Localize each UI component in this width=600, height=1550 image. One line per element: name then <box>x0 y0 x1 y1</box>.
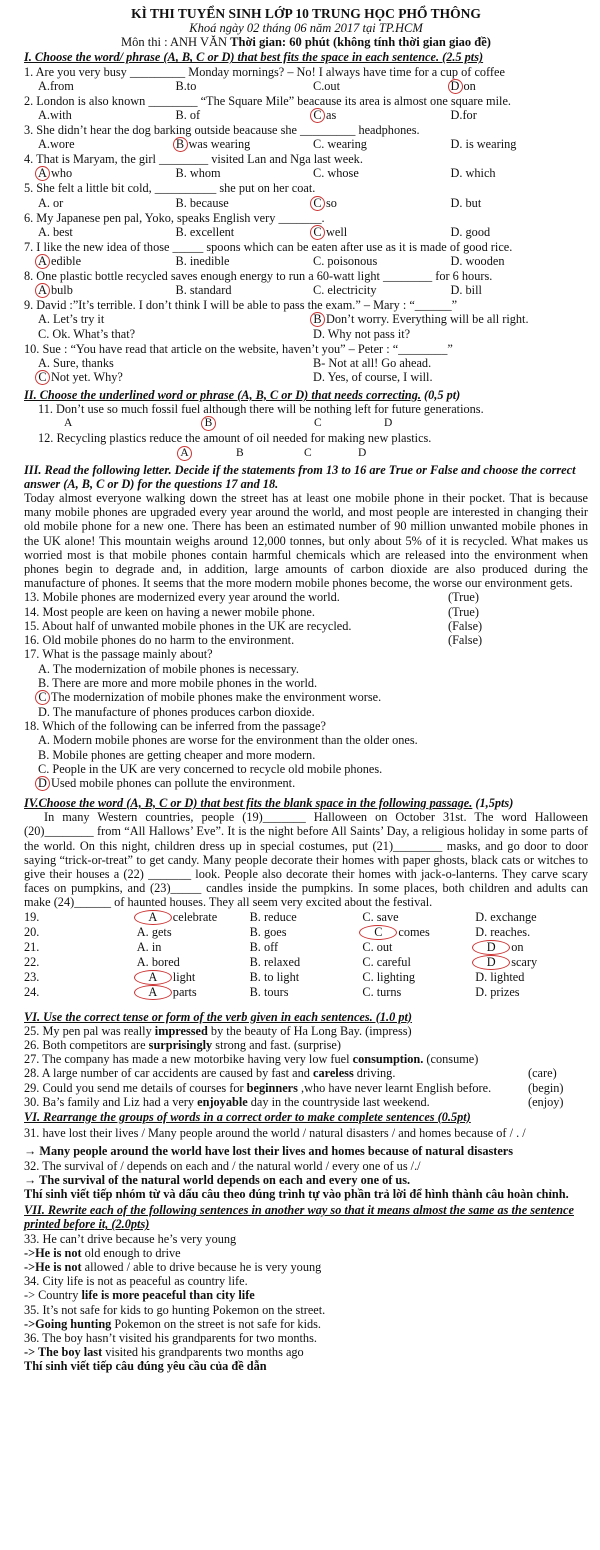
answer-circle: C <box>310 196 325 211</box>
question-34: 34. City life is not as peaceful as country life. <box>24 1274 248 1289</box>
answer-row-24: 24. A parts B. tours C. turns D. prizes <box>24 984 520 999</box>
question-5: 5. She felt a little bit cold, __________ she put on her coat. <box>24 181 316 196</box>
question-29: 29. Could you send me details of courses for beginners ,who have never learnt English before. (begin) <box>24 1080 564 1095</box>
answer-36: -> The boy last visited his grandparents two months ago <box>24 1345 304 1360</box>
exam-page: KÌ THI TUYỂN SINH LỚP 10 TRUNG HỌC PHỔ THÔNG Khoá ngày 02 tháng 06 năm 2017 tại TP.HCM Môn thi : ANH VĂN Thời gian: 60 phút (không tính thời gian giao đề) I. Choose the word/ phrase (A, B, C or D) that best fits the space in each sentence. (2.5 pts) 1. Are you very busy _________ Monday mornings? – No! I always have time for a cup of coffee A.from B.to C.out D on 2. London is also known ________ “The Square Mile” beacause its area is almost one square mile. A.with B. of C as D.for 3. She didn’t hear the dog barking outside beacause she _________ headphones. A.wore B was wearing C. wearing D. is wearing 4. That is Maryam, the girl ________ visited Lan and Nga last week. A who B. whom C. whose D. which 5. She felt a little bit cold, __________ she put on her coat. A. or B. because C so D. but 6. My Japanese pen pal, Yoko, speaks English very _______. A. best B. excellent C well D. good 7. I like the new idea of those _____ spoons which can be eaten after use as it is made of good rice. A edible B. inedible C. poisonous D. wooden 8. One plastic bottle recycled saves enough energy to run a 60-watt light ________ for 6 hours. A bulb B. standard C. electricity D. bill 9. David :”It’s terrible. I don’t think I will be able to pass the exam.” – Mary : “______” A. Let’s try it B Don’t worry. Everything will be all right. C. Ok. What’s that? D. Why not pass it? 10. Sue : “You have read that article on the website, haven’t you” – Peter : “________” A. Sure, thanks B- Not at all! Go ahead. C Not yet. Why? D. Yes, of course, I will. II. Choose the underlined word or phrase (A, B, C or D) that needs correcting. (0,5 pt) 11. Don’t use so much fossil fuel although there will be nothing left for future generations. A B C D 12. Recycling plastics reduce the amount of oil needed for making new plastics. A B C D III. Read the following letter. Decide if the statements from 13 to 16 are True or False and choose the correct answer (A, B, C or D) for the questions 17 and 18. Today almost everyone walking down the street has at least one mobile phone in their pocket. That is because many mobile phones are upgraded every year around the world, and most people are interested in changing their old mobile phone for a new one. There has been an estimated number of 90 million unwanted mobile phones in the UK alone! This mountain weighs around 12,000 tonnes, but only about 5% of it is recycled. What makes us worried most is that mobile phones contain harmful chemicals which are released into the environment when phones begin to degrade and, in addition, large amounts of carbon dioxide are also produced during the manufacture of phones. It seems that the more modern mobile phones become, the worse our environment gets. 13. Mobile phones are modernized every year around the world. (True) 14. Most people are keen on having a newer mobile phone. (True) 15. About half of unwanted mobile phones in the UK are recycled. (False) 16. Old mobile phones do no harm to the environment. (False) 17. What is the passage mainly about? A. The modernization of mobile phones is necessary. B. There are more and more mobile phones in the world. C The modernization of mobile phones make the environment worse. D. The manufacture of phones produces carbon dioxide. 18. Which of the following can be inferred from the passage? A. Modern mobile phones are worse for the environment than the older ones. B. Mobile phones are getting cheaper and more modern. C. People in the UK are very concerned to recycle old mobile phones. D Used mobile phones can pollute the environment. IV.Choose the word (A, B, C or D) that best fits the blank space in the following passage. (1,5pts) In many Western countries, people (19)_______ Halloween on October 31st. The word Halloween (20)________ from “All Hallows’ Eve”. It is the night before All Saints’ Day, a religious holiday in some parts of the world. On this night, children dress up in special costumes, put (21)________ masks, and go door to door saying “trick-or-treat” to get candy. Many people decorate their homes with paper ghosts, black cats or witches to give their houses a (22) _______ look. People also decorate their homes with jack-o-lanterns. They carve scary faces on pumpkins, and (23)_____ candles inside the pumpkins. In some places, both children and adults can make (24)______ of haunted houses. They all seem very excited about the festival. 19. A celebrate B. reduce C. save D. exchange 20. A. gets B. goes C comes D. reaches. 21. A. in B. off C. out D on 22. A. bored B. relaxed C. careful D scary 23. A light B. to light C. lighting D. lighted 24. A parts B. tours C. turns D. prizes VI. Use the correct tense or form of the verb given in each sentences. (1.0 pt) 25. My pen pal was really impressed by the beauty of Ha Long Bay. (impress) 26. Both competitors are surprisingly strong and fast. (surprise) 27. The company has made a new motorbike having very low fuel consumption. (consume) 28. A large number of car accidents are caused by fast and careless driving. (care) 29. Could you send me details of courses for beginners ,who have never learnt English before. (begin) 30. Ba’s family and Liz had a very enjoyable day in the countryside last weekend. (enjoy) VI. Rearrange the groups of words in a correct order to make complete sentences (0.5pt) 31. have lost their lives / Many people around the world / natural disasters / and homes because of / . / → Many people around the world have lost their lives and homes because of natural disasters 32. The survival of / depends on each and / the natural world / every one of us /./ → The survival of the natural world depends on each and every one of us. Thí sinh viết tiếp nhóm từ và dấu câu theo đúng trình tự vào phần trả lời để hình thành câu hoàn chỉnh. VII. Rewrite each of the following sentences in another way so that it means almost the same as the sentence printed before it, (2.0pts) 33. He can’t drive because he’s very young ->He is not old enough to drive ->He is not allowed / able to drive because he is very young 34. City life is not as peaceful as country life. -> Country life is more peaceful than city life 35. It’s not safe for kids to go hunting Pokemon on the street. ->Going hunting Pokemon on the street is not safe for kids. 36. The boy hasn’t visited his grandparents for two months. -> The boy last visited his grandparents two months ago Thí sinh viết tiếp câu đúng yêu cầu của đề dẫn <box>24 6 588 1374</box>
section-6-title: VI. Rearrange the groups of words in a correct order to make complete sentences (0.5pt) <box>24 1109 471 1124</box>
question-1: 1. Are you very busy _________ Monday mornings? – No! I always have time for a cup of coffee <box>24 64 505 79</box>
answer-33a: ->He is not old enough to drive <box>24 1245 181 1260</box>
section-2-title: II. Choose the underlined word or phrase (A, B, C or D) that needs correcting. (0,5 pt) <box>24 388 461 403</box>
answer-33b: ->He is not allowed / able to drive because he is very young <box>24 1260 322 1274</box>
answer-circle: A <box>35 254 50 269</box>
section-4-answers <box>24 910 588 1000</box>
question-18: 18. Which of the following can be inferred from the passage? <box>24 719 326 734</box>
question-27: 27. The company has made a new motorbike having very low fuel consumption. (consume) <box>24 1052 479 1067</box>
note-7: Thí sinh viết tiếp câu đúng yêu cầu của đề dẫn <box>24 1359 267 1374</box>
question-32: 32. The survival of / depends on each and / the natural world / every one of us /./ <box>24 1158 421 1173</box>
statement-14: 14. Most people are keen on having a newer mobile phone. (True) <box>24 604 479 619</box>
section-3-passage: Today almost everyone walking down the street has at least one mobile phone in their pocket. That is because many mobile phones are upgraded every year around the world, and most people are interested in changing their old mobile phone for a new one. There has been an estimated number of 90 million unwanted mobile phones in the UK alone! This mountain weighs around 12,000 tonnes, but only about 5% of it is recycled. What makes us worried most is that mobile phones contain harmful chemicals which are released into the environment when phones begin to degrade and, in addition, large amounts of carbon dioxide are also produced during the manufacture of phones. It seems that the more modern mobile phones become, the worse our environment gets. <box>24 491 588 591</box>
question-25: 25. My pen pal was really impressed by the beauty of Ha Long Bay. (impress) <box>24 1023 412 1038</box>
options-5: A. or B. because C so D. but <box>38 195 482 210</box>
section-3-title: III. Read the following letter. Decide if the statements from 13 to 16 are True or False and choose the correct answer (A, B, C or D) for the questions 17 and 18. <box>24 462 576 491</box>
question-11: 11. Don’t use so much fossil fuel although there will be nothing left for future generations. <box>38 402 484 417</box>
question-26: 26. Both competitors are surprisingly strong and fast. (surprise) <box>24 1037 341 1052</box>
statement-15: 15. About half of unwanted mobile phones in the UK are recycled. (False) <box>24 618 483 633</box>
answer-35: ->Going hunting Pokemon on the street is not safe for kids. <box>24 1316 322 1331</box>
statement-16: 16. Old mobile phones do no harm to the environment. (False) <box>24 633 483 648</box>
answer-row-21: 21. A. in B. off C. out D on <box>24 939 524 954</box>
question-28: 28. A large number of car accidents are caused by fast and careless driving. (care) <box>24 1066 557 1081</box>
options-7: A edible B. inedible C. poisonous D. wooden <box>24 254 588 269</box>
q11-letters: A B C D <box>64 417 393 430</box>
answer-circle: A <box>134 910 172 925</box>
section-5-items <box>24 1024 588 1109</box>
options-1: A.from B.to C.out D on <box>38 78 476 93</box>
answer-circle: A <box>134 985 172 1000</box>
question-2: 2. London is also known ________ “The Square Mile” beacause its area is almost one square mile. <box>24 93 511 108</box>
options-8: A bulb B. standard C. electricity D. bill <box>24 283 588 298</box>
answer-circle: D <box>472 955 510 970</box>
section-4-passage: In many Western countries, people (19)_______ Halloween on October 31st. The word Halloween (20)________ from “All Hallows’ Eve”. It is the night before All Saints’ Day, a religious holiday in some parts of the world. On this night, children dress up in special costumes, put (21)________ masks, and go door to door saying “trick-or-treat” to get candy. Many people decorate their homes with paper ghosts, black cats or witches to give their houses a (22) _______ look. People also decorate their homes with jack-o-lanterns. They carve scary faces on pumpkins, and (23)_____ candles inside the pumpkins. In some places, both children and adults can make (24)______ of haunted houses. They all seem very excited about the festival. <box>24 810 588 910</box>
options-4: A who B. whom C. whose D. which <box>24 166 588 181</box>
question-12: 12. Recycling plastics reduce the amount of oil needed for making new plastics. <box>38 431 432 446</box>
question-9: 9. David :”It’s terrible. I don’t think I will be able to pass the exam.” – Mary : “______” A. Let’s try it B Don’t worry. Everything will be all right. C. Ok. What’s that? D. Why not pass it? <box>24 298 529 342</box>
question-35: 35. It’s not safe for kids to go hunting Pokemon on the street. <box>24 1302 326 1317</box>
question-3: 3. She didn’t hear the dog barking outside beacause she _________ headphones. <box>24 123 420 138</box>
question-36: 36. The boy hasn’t visited his grandparents for two months. <box>24 1331 317 1346</box>
question-31: 31. have lost their lives / Many people around the world / natural disasters / and homes because of / . / <box>24 1126 526 1141</box>
answer-row-20: 20. A. gets B. goes C comes D. reaches. <box>24 924 531 939</box>
options-2: A.with B. of C as D.for <box>38 108 477 123</box>
question-7: 7. I like the new idea of those _____ spoons which can be eaten after use as it is made of good rice. <box>24 239 513 254</box>
answer-row-19: 19. A celebrate B. reduce C. save D. exchange <box>24 909 537 924</box>
question-4: 4. That is Maryam, the girl ________ visited Lan and Nga last week. <box>24 152 363 167</box>
answer-circle: B <box>173 137 188 152</box>
exam-title: KÌ THI TUYỂN SINH LỚP 10 TRUNG HỌC PHỔ THÔNG <box>131 6 481 21</box>
answer-circle: C <box>359 925 397 940</box>
answer-circle: A <box>35 166 50 181</box>
answer-circle: C <box>310 225 325 240</box>
options-3: A.wore B was wearing C. wearing D. is wearing <box>38 137 517 152</box>
section-3-statements <box>24 590 588 647</box>
answer-circle: A <box>134 970 172 985</box>
answer-row-22: 22. A. bored B. relaxed C. careful D scary <box>24 954 538 969</box>
answer-32: → The survival of the natural world depends on each and every one of us. <box>24 1172 411 1187</box>
section-4-title: IV.Choose the word (A, B, C or D) that best fits the blank space in the following passage. (1,5pts) <box>24 795 514 810</box>
section-7-title: VII. Rewrite each of the following sentences in another way so that it means almost the same as the sentence printed before it, (2.0pts) <box>24 1203 574 1232</box>
question-10: 10. Sue : “You have read that article on the website, haven’t you” – Peter : “________” A. Sure, thanks B- Not at all! Go ahead. C Not yet. Why? D. Yes, of course, I will. <box>24 341 453 385</box>
answer-34: -> Country life is more peaceful than city life <box>24 1288 255 1303</box>
exam-date: Khoá ngày 02 tháng 06 năm 2017 tại TP.HCM <box>189 21 423 35</box>
answer-circle: D <box>448 79 463 94</box>
question-6: 6. My Japanese pen pal, Yoko, speaks English very _______. <box>24 210 325 225</box>
question-33: 33. He can’t drive because he’s very young <box>24 1231 237 1246</box>
section-5-title: VI. Use the correct tense or form of the verb given in each sentences. (1.0 pt) <box>24 1009 412 1024</box>
answer-circle: C <box>310 108 325 123</box>
q12-letters: A B C D <box>24 446 588 461</box>
exam-subject: Môn thi : ANH VĂN Thời gian: 60 phút (không tính thời gian giao đề) <box>121 35 491 50</box>
answer-31: → Many people around the world have lost their lives and homes because of natural disasters <box>24 1144 514 1159</box>
note-6: Thí sinh viết tiếp nhóm từ và dấu câu theo đúng trình tự vào phần trả lời để hình thành câu hoàn chỉnh. <box>24 1186 569 1201</box>
question-17: 17. What is the passage mainly about? <box>24 647 213 662</box>
section-1-items <box>24 65 588 299</box>
statement-13: 13. Mobile phones are modernized every year around the world. (True) <box>24 590 479 605</box>
options-6: A. best B. excellent C well D. good <box>38 224 491 239</box>
section-1-title: I. Choose the word/ phrase (A, B, C or D) that best fits the space in each sentence. (2.5 pts) <box>24 50 484 65</box>
question-30: 30. Ba’s family and Liz had a very enjoyable day in the countryside last weekend. (enjoy) <box>24 1094 564 1109</box>
answer-circle: A <box>35 283 50 298</box>
question-8: 8. One plastic bottle recycled saves enough energy to run a 60-watt light ________ for 6 hours. <box>24 269 493 284</box>
answer-circle: D <box>472 940 510 955</box>
answer-row-23: 23. A light B. to light C. lighting D. lighted <box>24 969 525 984</box>
